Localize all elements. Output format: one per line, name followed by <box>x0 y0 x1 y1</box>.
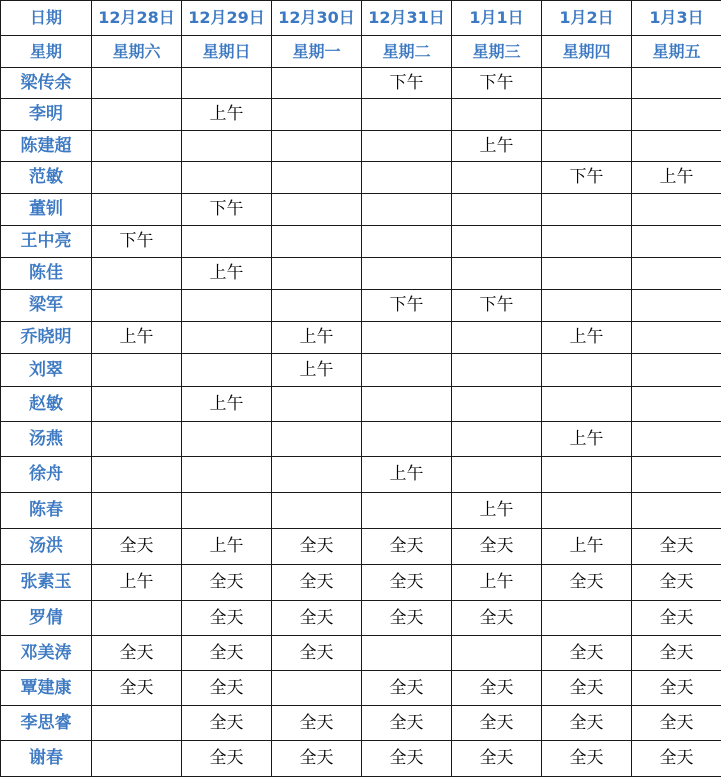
staff-row <box>1 636 721 671</box>
staff-row <box>1 706 721 741</box>
staff-name-cell: 乔晓明 <box>1 322 92 354</box>
staff-name-cell: 李思睿 <box>1 706 92 741</box>
staff-row <box>1 493 721 529</box>
shift-cell: 全天 <box>452 706 542 741</box>
shift-cell <box>452 194 542 226</box>
staff-row <box>1 565 721 601</box>
weekday-header-cell: 星期日 <box>182 36 272 68</box>
staff-name-cell: 董钏 <box>1 194 92 226</box>
shift-cell <box>632 422 721 457</box>
shift-cell <box>542 226 632 258</box>
staff-row <box>1 322 721 354</box>
shift-cell: 全天 <box>452 601 542 636</box>
shift-cell <box>632 194 721 226</box>
shift-cell: 全天 <box>362 671 452 706</box>
staff-name-cell: 陈佳 <box>1 258 92 290</box>
staff-name-cell: 王中亮 <box>1 226 92 258</box>
staff-name-cell: 刘翠 <box>1 354 92 387</box>
staff-name-cell: 邓美涛 <box>1 636 92 671</box>
staff-row <box>1 99 721 131</box>
weekday-header-cell: 星期四 <box>542 36 632 68</box>
shift-cell: 上午 <box>452 493 542 529</box>
shift-cell: 全天 <box>542 741 632 777</box>
date-header-cell: 12月29日 <box>182 1 272 36</box>
staff-name-cell: 赵敏 <box>1 387 92 422</box>
shift-cell: 全天 <box>452 741 542 777</box>
shift-cell <box>272 99 362 131</box>
shift-cell <box>272 258 362 290</box>
shift-cell: 全天 <box>182 671 272 706</box>
shift-cell <box>272 162 362 194</box>
staff-name-cell: 陈春 <box>1 493 92 529</box>
shift-cell <box>632 322 721 354</box>
shift-cell: 下午 <box>452 290 542 322</box>
shift-cell: 上午 <box>182 529 272 565</box>
shift-cell <box>362 354 452 387</box>
shift-cell: 全天 <box>632 565 721 601</box>
shift-cell <box>182 493 272 529</box>
weekday-corner-label: 星期 <box>1 36 92 68</box>
shift-cell <box>542 601 632 636</box>
shift-cell: 全天 <box>182 565 272 601</box>
shift-cell <box>92 457 182 493</box>
shift-cell <box>452 354 542 387</box>
shift-cell <box>92 741 182 777</box>
shift-cell: 全天 <box>92 671 182 706</box>
date-header-cell: 12月28日 <box>92 1 182 36</box>
date-corner-label: 日期 <box>1 1 92 36</box>
shift-cell <box>452 99 542 131</box>
staff-name-cell: 汤燕 <box>1 422 92 457</box>
staff-name-cell: 陈建超 <box>1 131 92 162</box>
shift-cell <box>92 493 182 529</box>
shift-cell: 下午 <box>362 290 452 322</box>
shift-cell <box>632 290 721 322</box>
shift-cell: 全天 <box>182 741 272 777</box>
shift-cell <box>92 706 182 741</box>
shift-cell <box>542 493 632 529</box>
staff-row <box>1 601 721 636</box>
date-header-cell: 12月30日 <box>272 1 362 36</box>
shift-cell: 上午 <box>92 565 182 601</box>
shift-cell: 全天 <box>452 529 542 565</box>
shift-cell: 下午 <box>362 68 452 99</box>
shift-cell <box>542 387 632 422</box>
shift-cell <box>272 194 362 226</box>
shift-cell <box>182 226 272 258</box>
shift-cell <box>92 68 182 99</box>
shift-cell <box>362 258 452 290</box>
shift-cell: 全天 <box>182 601 272 636</box>
staff-row <box>1 290 721 322</box>
shift-cell <box>632 457 721 493</box>
shift-cell <box>542 290 632 322</box>
shift-cell: 全天 <box>272 741 362 777</box>
shift-cell <box>632 493 721 529</box>
shift-cell <box>542 354 632 387</box>
date-header-cell: 1月3日 <box>632 1 721 36</box>
shift-cell <box>362 162 452 194</box>
staff-row <box>1 529 721 565</box>
shift-cell: 全天 <box>542 671 632 706</box>
shift-cell <box>542 457 632 493</box>
shift-cell: 全天 <box>362 706 452 741</box>
shift-cell <box>362 493 452 529</box>
staff-row <box>1 131 721 162</box>
shift-cell <box>632 131 721 162</box>
shift-cell <box>182 457 272 493</box>
shift-cell: 全天 <box>542 636 632 671</box>
staff-name-cell: 李明 <box>1 99 92 131</box>
shift-cell <box>182 68 272 99</box>
shift-cell <box>452 258 542 290</box>
shift-cell: 上午 <box>632 162 721 194</box>
shift-cell: 全天 <box>272 601 362 636</box>
staff-row <box>1 226 721 258</box>
shift-cell: 全天 <box>632 706 721 741</box>
shift-cell <box>182 290 272 322</box>
weekday-header-cell: 星期六 <box>92 36 182 68</box>
shift-cell: 全天 <box>272 529 362 565</box>
shift-cell <box>542 68 632 99</box>
shift-cell: 全天 <box>182 636 272 671</box>
shift-cell <box>362 322 452 354</box>
shift-cell <box>272 671 362 706</box>
shift-cell: 上午 <box>452 565 542 601</box>
staff-name-cell: 罗倩 <box>1 601 92 636</box>
staff-row <box>1 741 721 777</box>
shift-cell: 上午 <box>182 387 272 422</box>
staff-row <box>1 194 721 226</box>
shift-cell: 全天 <box>272 565 362 601</box>
shift-cell: 全天 <box>362 529 452 565</box>
shift-cell <box>92 290 182 322</box>
shift-cell <box>92 99 182 131</box>
shift-cell <box>542 194 632 226</box>
shift-cell <box>362 387 452 422</box>
shift-cell: 上午 <box>542 322 632 354</box>
shift-cell <box>272 493 362 529</box>
schedule-body <box>1 1 721 777</box>
shift-cell <box>452 387 542 422</box>
staff-row <box>1 354 721 387</box>
shift-cell <box>272 68 362 99</box>
shift-cell <box>542 131 632 162</box>
staff-row <box>1 162 721 194</box>
shift-cell: 上午 <box>182 99 272 131</box>
shift-cell: 上午 <box>542 422 632 457</box>
shift-cell <box>272 226 362 258</box>
shift-cell: 全天 <box>182 706 272 741</box>
shift-cell: 全天 <box>542 706 632 741</box>
shift-cell <box>182 131 272 162</box>
staff-name-cell: 范敏 <box>1 162 92 194</box>
shift-cell <box>272 387 362 422</box>
shift-cell <box>92 422 182 457</box>
shift-cell: 全天 <box>632 671 721 706</box>
staff-row <box>1 457 721 493</box>
shift-cell: 全天 <box>272 706 362 741</box>
shift-cell <box>92 131 182 162</box>
shift-cell: 下午 <box>182 194 272 226</box>
shift-cell: 上午 <box>452 131 542 162</box>
shift-cell: 全天 <box>362 601 452 636</box>
shift-cell <box>272 131 362 162</box>
staff-row <box>1 68 721 99</box>
shift-cell <box>632 226 721 258</box>
shift-cell: 全天 <box>92 636 182 671</box>
staff-name-cell: 汤洪 <box>1 529 92 565</box>
shift-cell <box>542 99 632 131</box>
shift-cell: 上午 <box>92 322 182 354</box>
shift-cell <box>452 457 542 493</box>
shift-cell <box>362 131 452 162</box>
shift-cell <box>632 387 721 422</box>
shift-cell: 上午 <box>272 322 362 354</box>
shift-cell: 上午 <box>272 354 362 387</box>
shift-cell <box>92 387 182 422</box>
shift-cell: 上午 <box>542 529 632 565</box>
shift-cell <box>362 99 452 131</box>
shift-cell <box>632 258 721 290</box>
shift-cell: 全天 <box>272 636 362 671</box>
shift-cell <box>182 162 272 194</box>
staff-name-cell: 张素玉 <box>1 565 92 601</box>
weekday-header-cell: 星期二 <box>362 36 452 68</box>
weekday-header-cell: 星期五 <box>632 36 721 68</box>
shift-cell: 下午 <box>452 68 542 99</box>
shift-cell <box>362 194 452 226</box>
shift-cell: 全天 <box>632 636 721 671</box>
staff-row <box>1 258 721 290</box>
staff-name-cell: 谢春 <box>1 741 92 777</box>
staff-name-cell: 梁传余 <box>1 68 92 99</box>
shift-cell <box>92 258 182 290</box>
shift-cell <box>92 601 182 636</box>
shift-cell: 全天 <box>92 529 182 565</box>
staff-row <box>1 671 721 706</box>
staff-name-cell: 覃建康 <box>1 671 92 706</box>
shift-cell <box>362 422 452 457</box>
shift-cell: 全天 <box>452 671 542 706</box>
shift-cell <box>92 162 182 194</box>
shift-cell <box>92 194 182 226</box>
staff-name-cell: 徐舟 <box>1 457 92 493</box>
date-header-cell: 12月31日 <box>362 1 452 36</box>
shift-cell <box>542 258 632 290</box>
shift-cell: 全天 <box>362 565 452 601</box>
staff-name-cell: 梁军 <box>1 290 92 322</box>
shift-cell <box>452 422 542 457</box>
shift-cell <box>452 226 542 258</box>
shift-cell <box>632 99 721 131</box>
shift-cell: 下午 <box>542 162 632 194</box>
shift-cell: 全天 <box>632 529 721 565</box>
shift-cell <box>452 162 542 194</box>
shift-cell <box>452 322 542 354</box>
shift-cell <box>452 636 542 671</box>
shift-cell <box>632 354 721 387</box>
date-header-row <box>1 1 721 36</box>
shift-cell <box>182 422 272 457</box>
date-header-cell: 1月2日 <box>542 1 632 36</box>
shift-cell <box>92 354 182 387</box>
shift-cell: 全天 <box>632 741 721 777</box>
weekday-header-cell: 星期三 <box>452 36 542 68</box>
shift-cell: 全天 <box>542 565 632 601</box>
shift-cell <box>362 636 452 671</box>
staff-row <box>1 387 721 422</box>
weekday-header-cell: 星期一 <box>272 36 362 68</box>
shift-cell <box>272 457 362 493</box>
shift-cell <box>182 354 272 387</box>
shift-cell: 上午 <box>182 258 272 290</box>
date-header-cell: 1月1日 <box>452 1 542 36</box>
shift-cell <box>272 422 362 457</box>
shift-cell: 下午 <box>92 226 182 258</box>
shift-cell <box>182 322 272 354</box>
staff-row <box>1 422 721 457</box>
shift-cell <box>632 68 721 99</box>
shift-cell <box>362 226 452 258</box>
shift-cell: 全天 <box>632 601 721 636</box>
shift-cell <box>272 290 362 322</box>
shift-cell: 全天 <box>362 741 452 777</box>
weekday-header-row <box>1 36 721 68</box>
shift-cell: 上午 <box>362 457 452 493</box>
